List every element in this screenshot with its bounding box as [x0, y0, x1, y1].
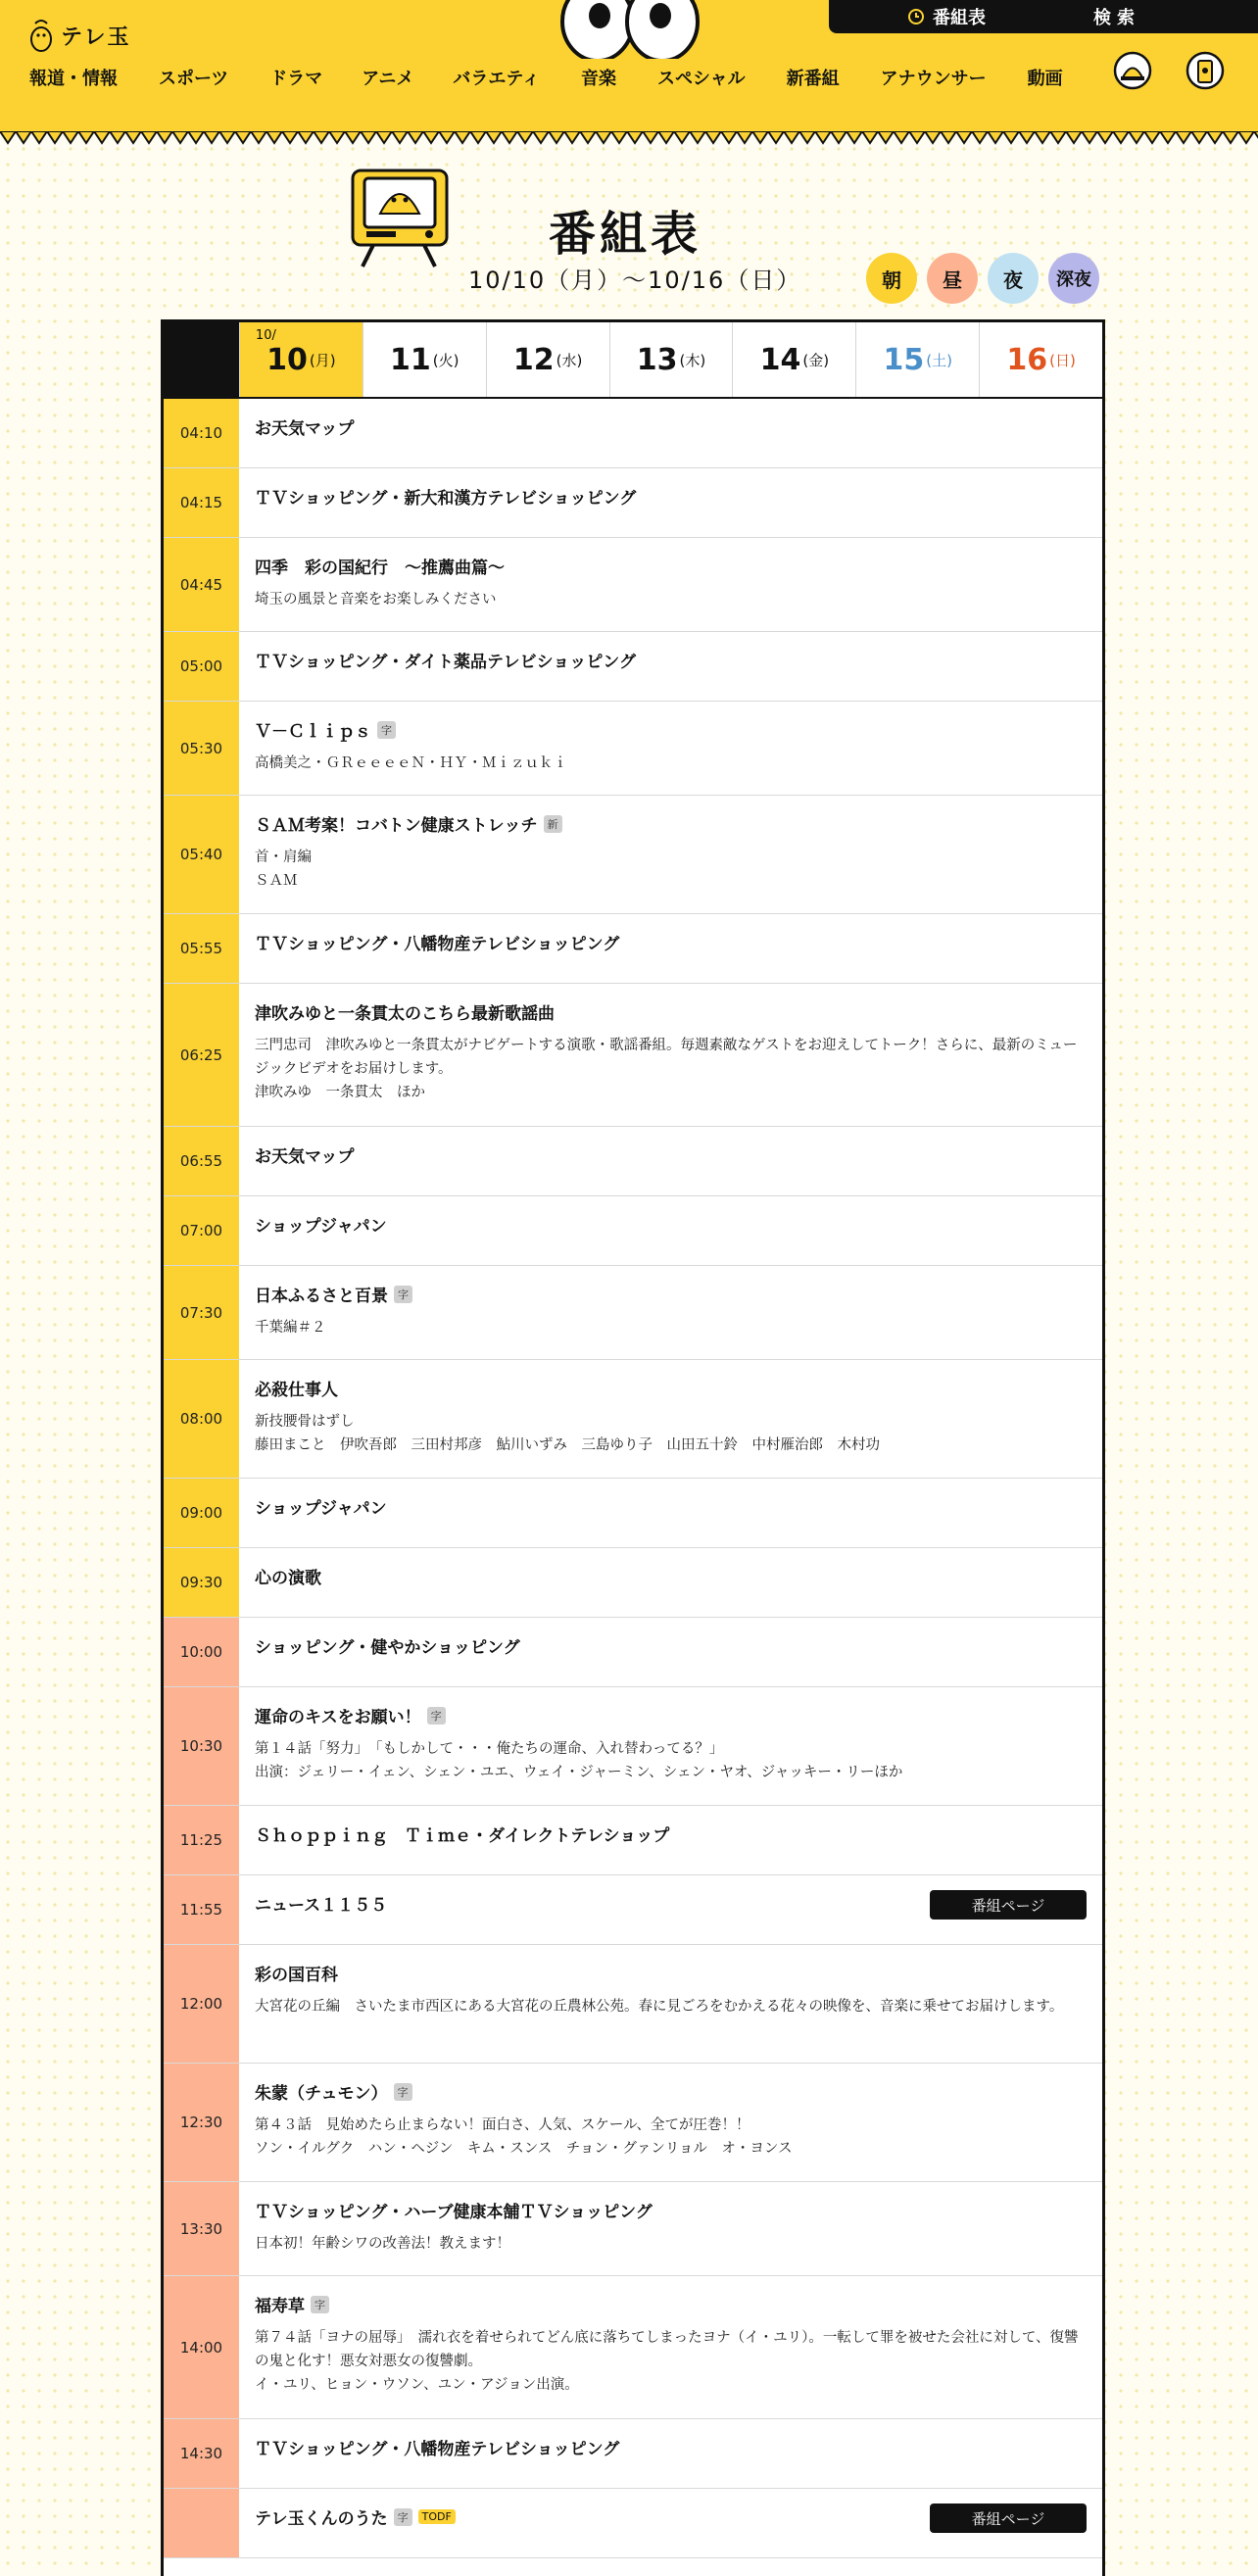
- day-tab-15[interactable]: [855, 322, 979, 397]
- header-zigzag-edge: [0, 131, 1258, 145]
- program-title[interactable]: [255, 1212, 1087, 1237]
- program-row[interactable]: [164, 914, 1102, 984]
- todf-badge: TODF: [418, 2509, 456, 2524]
- program-title[interactable]: [255, 1564, 1087, 1588]
- program-title-text: 必殺仕事人: [255, 1381, 338, 1400]
- program-title[interactable]: [255, 1282, 1087, 1306]
- program-title[interactable]: [255, 999, 1087, 1024]
- program-row[interactable]: [164, 2064, 1102, 2182]
- program-description: [255, 1316, 1087, 1339]
- program-title[interactable]: [255, 1961, 1087, 1985]
- page-title: 番組表: [549, 207, 702, 262]
- program-body: [239, 2276, 1102, 2418]
- day-weekday: (金): [802, 351, 830, 369]
- program-body: [239, 1875, 1102, 1944]
- time-of-day-daytime[interactable]: 昼: [927, 253, 978, 304]
- program-title[interactable]: [255, 1376, 1087, 1400]
- program-time: 05:30: [164, 702, 239, 795]
- program-row[interactable]: [164, 984, 1102, 1127]
- program-title[interactable]: [255, 2198, 1087, 2222]
- program-description: [255, 1034, 1087, 1104]
- nav-item-music[interactable]: 音楽: [580, 69, 616, 89]
- program-row[interactable]: [164, 538, 1102, 632]
- program-row[interactable]: [164, 796, 1102, 914]
- day-tab-14[interactable]: [732, 322, 855, 397]
- program-body: [239, 2419, 1102, 2488]
- day-weekday: (水): [556, 351, 583, 369]
- program-title-text: 日本ふるさと百景: [255, 1287, 388, 1306]
- nav-item-drama[interactable]: ドラマ: [269, 69, 323, 89]
- program-body: [239, 1806, 1102, 1874]
- program-time: [164, 2489, 239, 2557]
- program-title-text: Ｓｈｏｐｐｉｎｇ Ｔｉｍｅ・ダイレクトテレショップ: [255, 1826, 670, 1846]
- program-title-text: ＳＡＭ考案！コバトン健康ストレッチ: [255, 816, 538, 836]
- program-description-line: 津吹みゆ 一条貫太 ほか: [255, 1085, 425, 1100]
- teletama-app-icon[interactable]: [1185, 51, 1225, 90]
- program-time: 14:30: [164, 2419, 239, 2488]
- schedule-table: [161, 319, 1105, 2576]
- program-description: [255, 752, 1087, 775]
- logo-text: テレ玉: [61, 24, 131, 50]
- program-body: [239, 468, 1102, 537]
- program-title-text: 彩の国百科: [255, 1966, 338, 1985]
- program-row[interactable]: [164, 1548, 1102, 1618]
- program-description: [255, 2114, 1087, 2161]
- program-body: [239, 1945, 1102, 2063]
- day-weekday: (木): [679, 351, 706, 369]
- program-title[interactable]: [255, 1142, 1087, 1167]
- day-weekday: (火): [432, 351, 460, 369]
- program-body: [239, 984, 1102, 1126]
- program-badge: 字: [377, 721, 396, 739]
- program-title-text: ＴＶショッピング・新大和漢方テレビショッピング: [255, 489, 637, 509]
- program-row[interactable]: [164, 1875, 1102, 1945]
- schedule-link-label: 番組表: [933, 8, 986, 28]
- program-time: 05:55: [164, 914, 239, 983]
- day-tab-16[interactable]: [979, 322, 1102, 397]
- day-weekday: (日): [1049, 351, 1076, 369]
- clock-icon: [907, 8, 925, 25]
- program-title-text: 福寿草: [255, 2297, 305, 2316]
- program-row[interactable]: [164, 1266, 1102, 1360]
- program-description: [255, 588, 1087, 611]
- nav-item-special[interactable]: スペシャル: [656, 69, 746, 89]
- program-title-text: テレ玉くんのうた: [255, 2509, 388, 2529]
- program-title[interactable]: [255, 717, 1087, 742]
- program-title[interactable]: [255, 1822, 1087, 1846]
- day-number: 15: [883, 342, 925, 377]
- global-nav: [29, 65, 1063, 90]
- program-time: 11:55: [164, 1875, 239, 1944]
- program-time: 09:00: [164, 1479, 239, 1547]
- day-number: 13: [636, 342, 678, 377]
- nav-item-anime[interactable]: アニメ: [362, 69, 414, 89]
- program-badge: 字: [394, 2508, 412, 2526]
- day-tab-10[interactable]: [239, 322, 363, 397]
- day-selector: [164, 322, 1102, 399]
- time-of-day-late-night[interactable]: 深夜: [1048, 253, 1099, 304]
- day-weekday: (月): [309, 351, 336, 369]
- program-body: [239, 1196, 1102, 1265]
- nav-item-new-programs[interactable]: 新番組: [786, 69, 840, 89]
- program-row[interactable]: [164, 468, 1102, 538]
- program-title-text: ＴＶショッピング・八幡物産テレビショッピング: [255, 935, 620, 954]
- program-description-line: 大宮花の丘編 さいたま市西区にある大宮花の丘農林公苑。春に見ごろをむかえる花々の映像を、音楽に乗せてお届けします。: [255, 1999, 1064, 2015]
- day-weekday: (土): [926, 351, 952, 369]
- program-description: [255, 2232, 1087, 2256]
- time-of-day-night[interactable]: 夜: [988, 253, 1039, 304]
- program-badge: 字: [394, 2083, 412, 2101]
- program-row[interactable]: [164, 702, 1102, 796]
- program-time: 09:30: [164, 1548, 239, 1617]
- schedule-link[interactable]: [907, 4, 986, 29]
- program-body: [239, 538, 1102, 631]
- program-title-text: 四季 彩の国紀行 ～推薦曲篇～: [255, 559, 505, 578]
- program-description-line: 第７４話「ヨナの屈辱」 濡れ衣を着せられてどん底に落ちてしまったヨナ（イ・ユリ）。一転して罪を被せた会社に対して、復讐の鬼と化す！悪女対悪女の復讐劇。: [255, 2330, 1079, 2369]
- program-time: 14:00: [164, 2276, 239, 2418]
- day-tab-11[interactable]: [363, 322, 486, 397]
- program-body: [239, 702, 1102, 795]
- program-title[interactable]: [255, 930, 1087, 954]
- program-time: 05:00: [164, 632, 239, 701]
- program-title[interactable]: [255, 1494, 1087, 1519]
- program-row[interactable]: [164, 1687, 1102, 1806]
- program-description-line: ソン・イルグク ハン・ヘジン キム・スンス チョン・グァンリョル オ・ヨンス: [255, 2141, 793, 2157]
- program-row[interactable]: [164, 1945, 1102, 2064]
- program-row[interactable]: [164, 2489, 1102, 2558]
- program-body: [239, 1127, 1102, 1195]
- program-time: 11:25: [164, 1806, 239, 1874]
- program-description-line: 日本初！年齢シワの改善法！教えます！: [255, 2236, 510, 2252]
- program-badge: 字: [311, 2296, 329, 2313]
- program-time: 06:25: [164, 984, 239, 1126]
- nav-item-news[interactable]: 報道・情報: [29, 69, 118, 89]
- program-description-line: ＳＡＭ: [255, 873, 298, 889]
- program-row[interactable]: [164, 1360, 1102, 1479]
- program-time: 04:45: [164, 538, 239, 631]
- program-description: [255, 846, 1087, 893]
- program-body: [239, 632, 1102, 701]
- program-row[interactable]: [164, 399, 1102, 468]
- program-title[interactable]: [255, 2292, 1087, 2316]
- program-time: 04:10: [164, 399, 239, 467]
- program-title[interactable]: [255, 484, 1087, 509]
- program-title-text: ＴＶショッピング・ハーブ健康本舗ＴＶショッピング: [255, 2203, 653, 2222]
- program-description-line: 出演：ジェリー・イェン、シェン・ユエ、ウェイ・ジャーミン、シェン・ヤオ、ジャッキー・リーほか: [255, 1765, 903, 1780]
- top-utility-bar: [829, 0, 1258, 33]
- program-description: [255, 1410, 1087, 1457]
- program-description: [255, 1995, 1087, 2018]
- day-number: 12: [512, 342, 555, 377]
- program-time: 07:00: [164, 1196, 239, 1265]
- day-number: 16: [1006, 342, 1048, 377]
- program-description: [255, 1737, 1087, 1784]
- program-title[interactable]: [255, 648, 1087, 672]
- program-badge: 新: [544, 815, 562, 833]
- teletama-mascot-icon: [29, 18, 53, 53]
- site-logo[interactable]: [29, 18, 131, 53]
- program-body: [239, 1618, 1102, 1686]
- program-body: [239, 2064, 1102, 2181]
- day-tab-13[interactable]: [609, 322, 733, 397]
- program-description-line: 千葉編＃２: [255, 1320, 326, 1336]
- day-number: 14: [759, 342, 801, 377]
- program-title-text: お天気マップ: [255, 1147, 355, 1167]
- program-row[interactable]: [164, 1618, 1102, 1687]
- program-title-text: Ｖ－Ｃｌｉｐｓ: [255, 722, 371, 742]
- program-title-text: ＴＶショッピング・八幡物産テレビショッピング: [255, 2440, 620, 2459]
- mascot-eyes-icon: [556, 0, 703, 59]
- program-body: [239, 1360, 1102, 1478]
- program-row[interactable]: [164, 632, 1102, 702]
- program-title-text: ショップジャパン: [255, 1217, 387, 1237]
- date-range: 10/10（月）〜10/16（日）: [468, 267, 802, 294]
- program-body: [239, 1266, 1102, 1359]
- program-badge: 字: [427, 1707, 446, 1725]
- day-month-label: 10/: [255, 328, 276, 343]
- program-body: [239, 1548, 1102, 1617]
- program-time: 10:00: [164, 1618, 239, 1686]
- program-body: [239, 914, 1102, 983]
- program-description-line: 三門忠司 津吹みゆと一条貫太がナビゲートする演歌・歌謡番組。毎週素敵なゲストをお迎えしてトーク！さらに、最新のミュージックビデオをお届けします。: [255, 1038, 1078, 1077]
- program-time: 13:30: [164, 2182, 239, 2275]
- program-row[interactable]: [164, 1806, 1102, 1875]
- search-link[interactable]: [1093, 4, 1140, 29]
- program-page-button[interactable]: 番組ページ: [930, 1890, 1087, 1920]
- program-row[interactable]: [164, 1196, 1102, 1266]
- program-time: 10:30: [164, 1687, 239, 1805]
- program-body: [239, 1479, 1102, 1547]
- program-body: [239, 796, 1102, 913]
- program-description-line: イ・ユリ、ヒョン・ウソン、ユン・アジョン出演。: [255, 2377, 579, 2393]
- program-title[interactable]: [255, 2079, 1087, 2104]
- program-title[interactable]: [255, 2435, 1087, 2459]
- program-title-text: お天気マップ: [255, 419, 355, 439]
- day-strip-corner: [164, 322, 239, 397]
- program-title-text: 心の演歌: [255, 1569, 321, 1588]
- program-time: 06:55: [164, 1127, 239, 1195]
- site-header: [0, 0, 1258, 133]
- program-list: [164, 399, 1102, 2558]
- program-badge: 字: [394, 1286, 412, 1303]
- program-time: 12:30: [164, 2064, 239, 2181]
- search-link-label: 検索: [1093, 8, 1140, 28]
- program-title-text: ＴＶショッピング・ダイト薬品テレビショッピング: [255, 653, 636, 672]
- program-row[interactable]: [164, 1127, 1102, 1196]
- program-description-line: 藤田まこと 伊吹吾郎 三田村邦彦 鮎川いずみ 三島ゆり子 山田五十鈴 中村雁治郎 木村功: [255, 1437, 880, 1453]
- nav-item-variety[interactable]: バラエティ: [453, 69, 540, 89]
- day-tab-12[interactable]: [486, 322, 609, 397]
- nav-item-sports[interactable]: スポーツ: [159, 69, 229, 89]
- program-description-line: 高橋美之・ＧＲｅｅｅｅＮ・ＨＹ・Ｍｉｚｕｋｉ: [255, 755, 567, 771]
- program-body: [239, 399, 1102, 467]
- day-number: 11: [390, 342, 431, 377]
- program-title[interactable]: [255, 811, 1087, 836]
- program-title-text: 津吹みゆと一条貫太のこちら最新歌謡曲: [255, 1004, 555, 1024]
- program-body: [239, 1687, 1102, 1805]
- program-row[interactable]: [164, 2419, 1102, 2489]
- teletama-chan-icon[interactable]: [1113, 51, 1152, 90]
- program-title-text: 運命のキスをお願い！: [255, 1708, 421, 1727]
- program-title-text: ニュース１１５５: [255, 1896, 388, 1916]
- program-time: 04:15: [164, 468, 239, 537]
- program-title-text: ショップジャパン: [255, 1499, 387, 1519]
- program-description-line: 首・肩編: [255, 850, 312, 865]
- program-title-text: ショッピング・健やかショッピング: [255, 1638, 520, 1658]
- program-page-button[interactable]: 番組ページ: [930, 2503, 1087, 2533]
- program-description-line: 第１４話「努力」 「もしかして・・・俺たちの運命、入れ替わってる？」: [255, 1741, 724, 1757]
- day-number: 10: [266, 342, 308, 377]
- program-row[interactable]: [164, 1479, 1102, 1548]
- program-title[interactable]: [255, 554, 1087, 578]
- program-description-line: 埼玉の風景と音楽をお楽しみください: [255, 592, 497, 608]
- nav-item-announcers[interactable]: アナウンサー: [880, 69, 987, 89]
- program-title[interactable]: [255, 414, 1087, 439]
- program-description: [255, 2326, 1087, 2397]
- program-time: 12:00: [164, 1945, 239, 2063]
- time-of-day-morning[interactable]: 朝: [866, 253, 917, 304]
- program-body: [239, 2489, 1102, 2557]
- program-time: 08:00: [164, 1360, 239, 1478]
- program-title[interactable]: [255, 1633, 1087, 1658]
- program-row[interactable]: [164, 2182, 1102, 2276]
- program-time: 07:30: [164, 1266, 239, 1359]
- program-title-text: 朱蒙（チュモン）: [255, 2084, 388, 2104]
- program-description-line: 新技腰骨はずし: [255, 1414, 355, 1430]
- program-row[interactable]: [164, 2276, 1102, 2419]
- nav-item-videos[interactable]: 動画: [1027, 69, 1063, 89]
- tv-mascot-illustration: [345, 165, 453, 267]
- program-time: 05:40: [164, 796, 239, 913]
- program-description-line: 第４３話 見始めたら止まらない！面白さ、人気、スケール、全てが圧巻！！: [255, 2117, 750, 2133]
- program-body: [239, 2182, 1102, 2275]
- program-title[interactable]: [255, 1703, 1087, 1727]
